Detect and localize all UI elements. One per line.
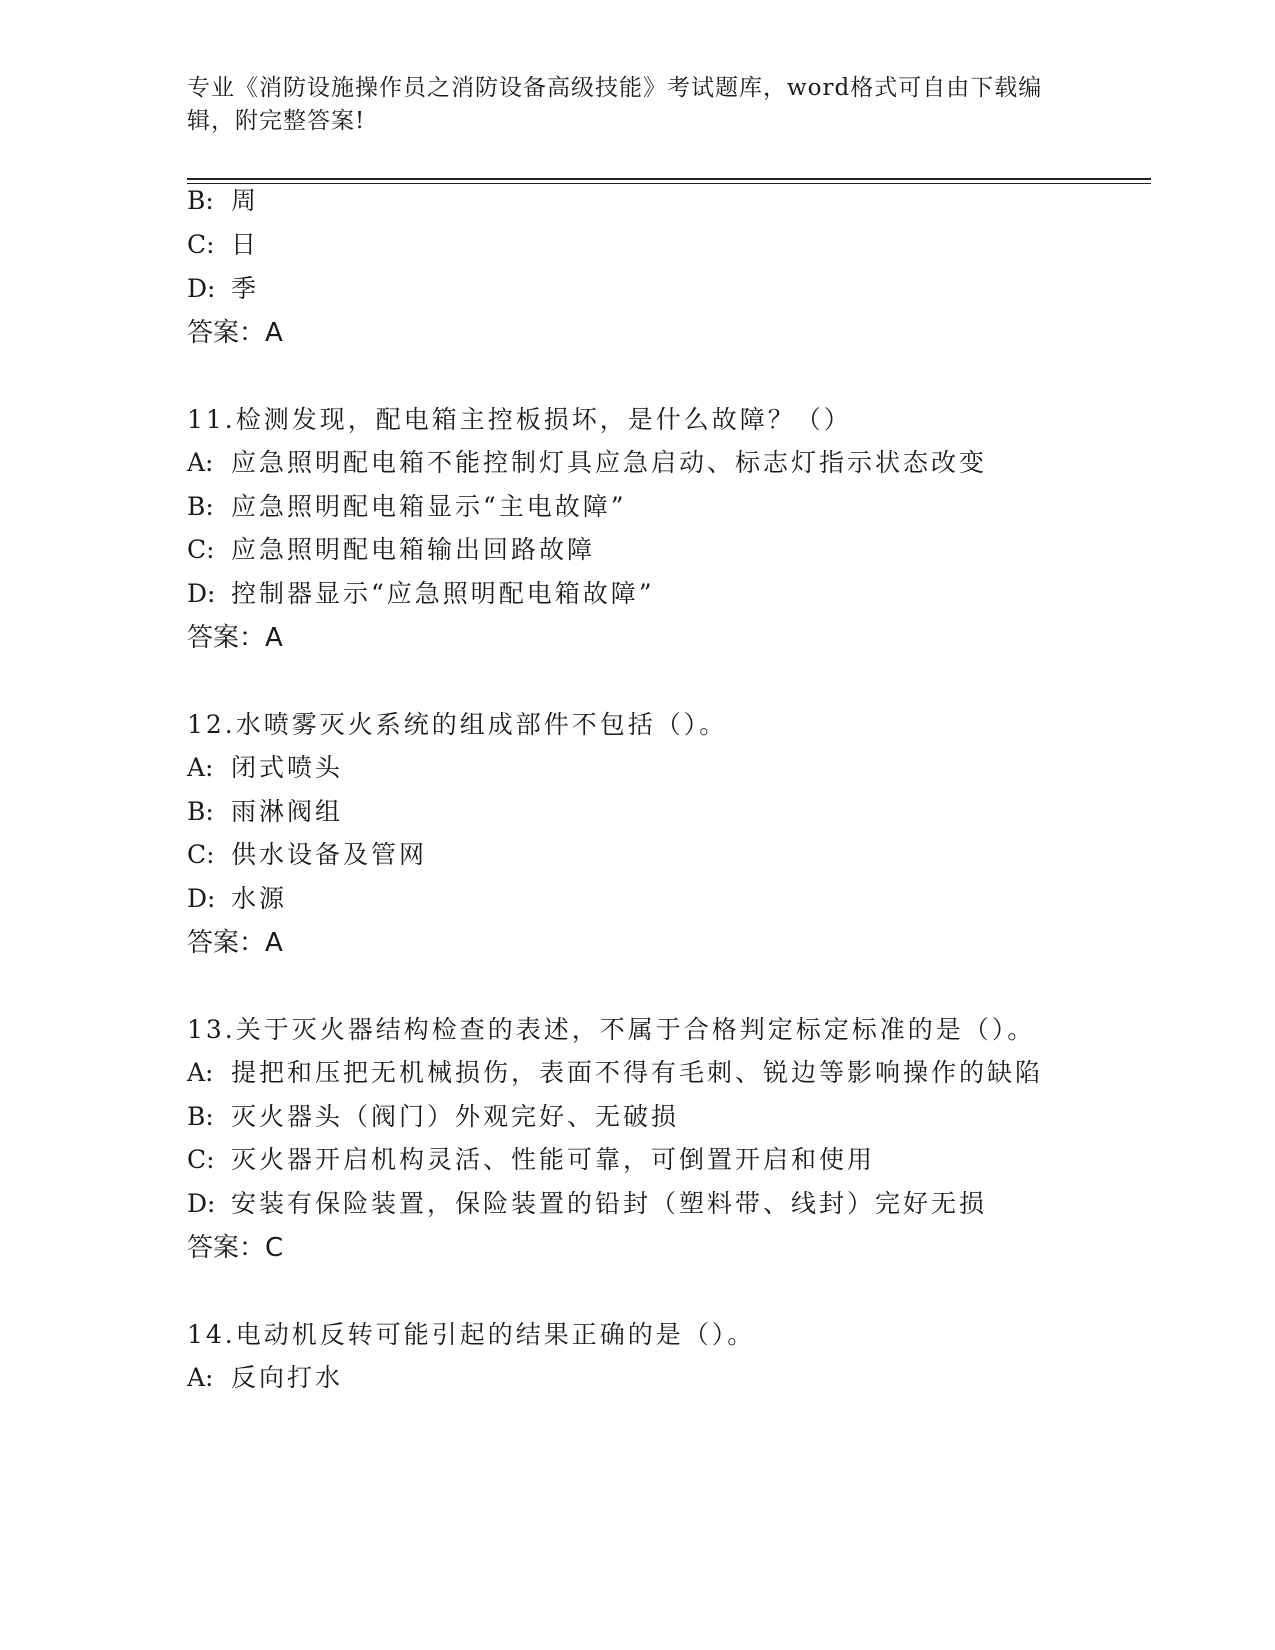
header-divider-thin	[187, 183, 1151, 184]
question-stem: 12.水喷雾灭火系统的组成部件不包括（）。	[187, 710, 728, 739]
option-c: C: 应急照明配电箱输出回路故障	[187, 535, 596, 564]
option-d: D: 安装有保险装置，保险装置的铅封（塑料带、线封）完好无损	[187, 1189, 988, 1218]
question-stem: 14.电动机反转可能引起的结果正确的是（）。	[187, 1320, 756, 1349]
question-stem: 11.检测发现，配电箱主控板损坏，是什么故障？（）	[187, 405, 852, 434]
document-header: 专业《消防设施操作员之消防设备高级技能》考试题库，word格式可自由下载编辑，附完整答案!	[187, 75, 1043, 134]
option-b: B: 灭火器头（阀门）外观完好、无破损	[187, 1102, 680, 1131]
answer-line: 答案：C	[187, 1233, 284, 1263]
option-b: B: 雨淋阀组	[187, 797, 344, 826]
answer-line: 答案：A	[187, 928, 283, 958]
option-a: A: 提把和压把无机械损伤，表面不得有毛刺、锐边等影响操作的缺陷	[187, 1058, 1044, 1087]
option-c: C: 灭火器开启机构灵活、性能可靠，可倒置开启和使用	[187, 1145, 876, 1174]
question-stem: 13.关于灭火器结构检查的表述，不属于合格判定标定标准的是（）。	[187, 1015, 1036, 1044]
option-a: A: 反向打水	[187, 1363, 344, 1392]
option-c: C: 供水设备及管网	[187, 840, 428, 869]
option-c: C: 日	[187, 230, 260, 259]
option-d: D: 水源	[187, 884, 288, 913]
answer-line: 答案：A	[187, 318, 283, 348]
option-d: D: 控制器显示“应急照明配电箱故障”	[187, 579, 655, 608]
header-divider-thick	[187, 178, 1151, 180]
option-b: B: 周	[187, 186, 260, 215]
option-a: A: 应急照明配电箱不能控制灯具应急启动、标志灯指示状态改变	[187, 448, 988, 477]
answer-line: 答案：A	[187, 623, 283, 653]
option-d: D: 季	[187, 274, 260, 303]
option-a: A: 闭式喷头	[187, 753, 344, 782]
option-b: B: 应急照明配电箱显示“主电故障”	[187, 492, 627, 521]
